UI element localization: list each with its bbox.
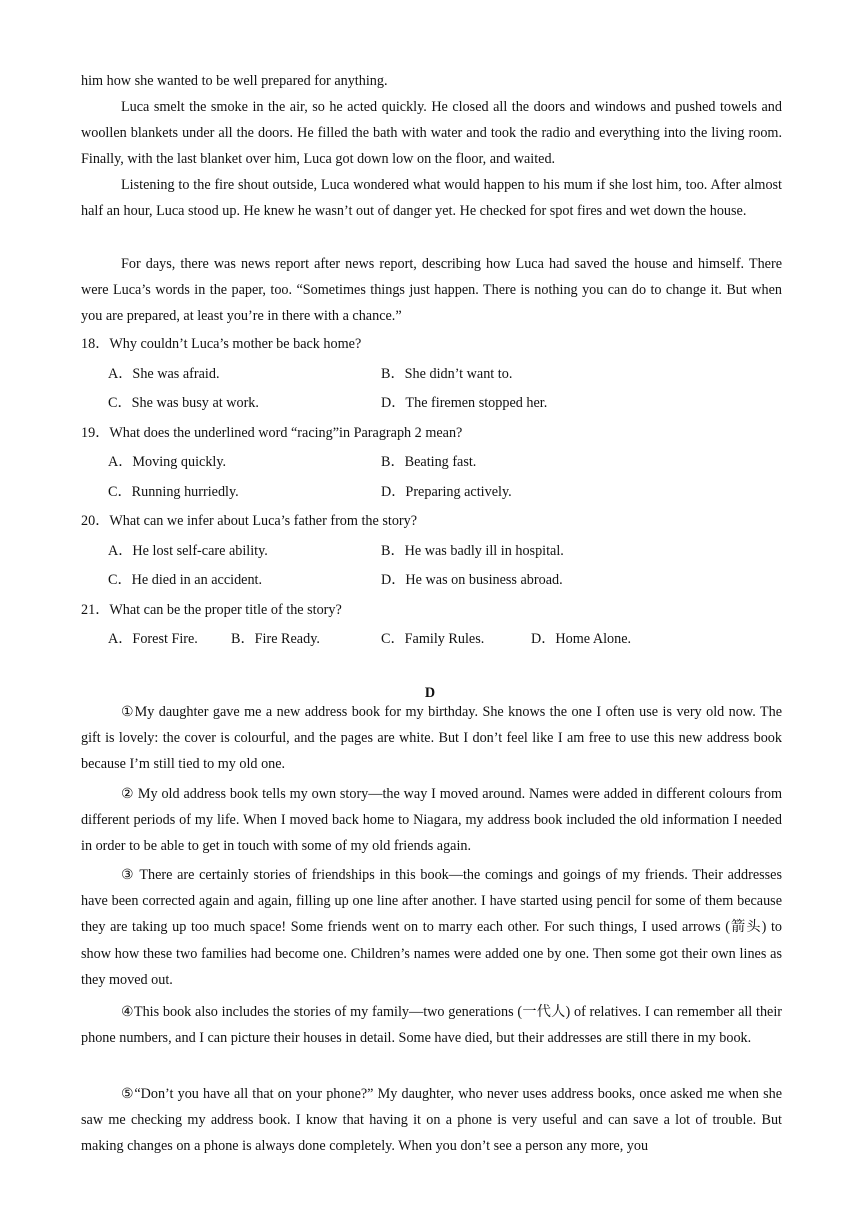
question-19-option-a: A．Moving quickly.	[108, 454, 227, 470]
question-18-option-d: D．The firemen stopped her.	[381, 395, 548, 411]
passage-c-paragraph-3: For days, there was news report after news report, describing how Luca had saved the house and himself. There were Luca’s words in the paper, too. “Sometimes things just happen. There is nothing you can do to change it. But when you are prepared, at least you’re in there with a chance.”	[81, 256, 782, 325]
question-21-option-a: A．Forest Fire.	[108, 631, 198, 647]
passage-c-paragraph-0: him how she wanted to be well prepared for anything.	[81, 73, 388, 89]
question-18-option-c: C．She was busy at work.	[108, 395, 259, 411]
section-heading-d: D	[424, 685, 436, 701]
question-18-stem: 18．Why couldn’t Luca’s mother be back home?	[81, 336, 362, 352]
question-19-stem: 19．What does the underlined word “racing”in Paragraph 2 mean?	[81, 425, 463, 441]
passage-d-paragraph-1: ①My daughter gave me a new address book for my birthday. She knows the one I often use is very old now. The gift is lovely: the cover is colourful, and the pages are white. But I don’t feel like I am free to use this new address book because I’m still tied to my old one.	[81, 704, 782, 773]
question-21-option-b: B．Fire Ready.	[231, 631, 320, 647]
question-19-option-d: D．Preparing actively.	[381, 484, 512, 500]
passage-d-paragraph-2: ② My old address book tells my own story—the way I moved around. Names were added in different colours from different periods of my life. When I moved back home to Niagara, my address book included the old information I needed in order to be able to get in touch with some of my old friends again.	[81, 786, 782, 855]
question-20-option-d: D．He was on business abroad.	[381, 572, 563, 588]
passage-c-paragraph-2: Listening to the fire shout outside, Luca wondered what would happen to his mum if she lost him, too. After almost half an hour, Luca stood up. He knew he wasn’t out of danger yet. He checked for spot fires and wet down the house.	[81, 177, 782, 220]
question-20-option-b: B．He was badly ill in hospital.	[381, 543, 564, 559]
question-18-option-a: A．She was afraid.	[108, 366, 220, 382]
passage-c-paragraph-1: Luca smelt the smoke in the air, so he acted quickly. He closed all the doors and windows and pushed towels and woollen blankets under all the doors. He filled the bath with water and took the radio and everything into the living room. Finally, with the last blanket over him, Luca got down low on the floor, and waited.	[81, 99, 782, 168]
question-20-option-c: C．He died in an accident.	[108, 572, 263, 588]
question-21-stem: 21．What can be the proper title of the story?	[81, 602, 342, 618]
question-18-option-b: B．She didn’t want to.	[381, 366, 513, 382]
question-20-stem: 20．What can we infer about Luca’s father from the story?	[81, 513, 418, 529]
passage-d-paragraph-5: ⑤“Don’t you have all that on your phone?” My daughter, who never uses address books, once asked me when she saw me checking my address book. I know that having it on a phone is very useful and can save a lot of trouble. But making changes on a phone is always done completely. When you don’t see a person any more, you	[81, 1086, 782, 1155]
question-20-option-a: A．He lost self-care ability.	[108, 543, 268, 559]
question-21-option-c: C．Family Rules.	[381, 631, 485, 647]
passage-d-paragraph-4: ④This book also includes the stories of my family—two generations (一代人) of relatives. I can remember all their phone numbers, and I can picture their houses in detail. Some have died, but their addresses are still there in my book.	[81, 1004, 782, 1047]
passage-d-paragraph-3: ③ There are certainly stories of friendships in this book—the comings and goings of my friends. Their addresses have been corrected again and again, filling up one line after another. I have started using pencil for some of them because they are taking up too much space! Some friends went on to marry each other. For such things, I used arrows (箭头) to show how these two families had become one. Children’s names were added one by one. Then some got their own lines as they moved out.	[81, 867, 782, 988]
question-21-option-d: D．Home Alone.	[531, 631, 632, 647]
question-19-option-c: C．Running hurriedly.	[108, 484, 239, 500]
question-19-option-b: B．Beating fast.	[381, 454, 477, 470]
